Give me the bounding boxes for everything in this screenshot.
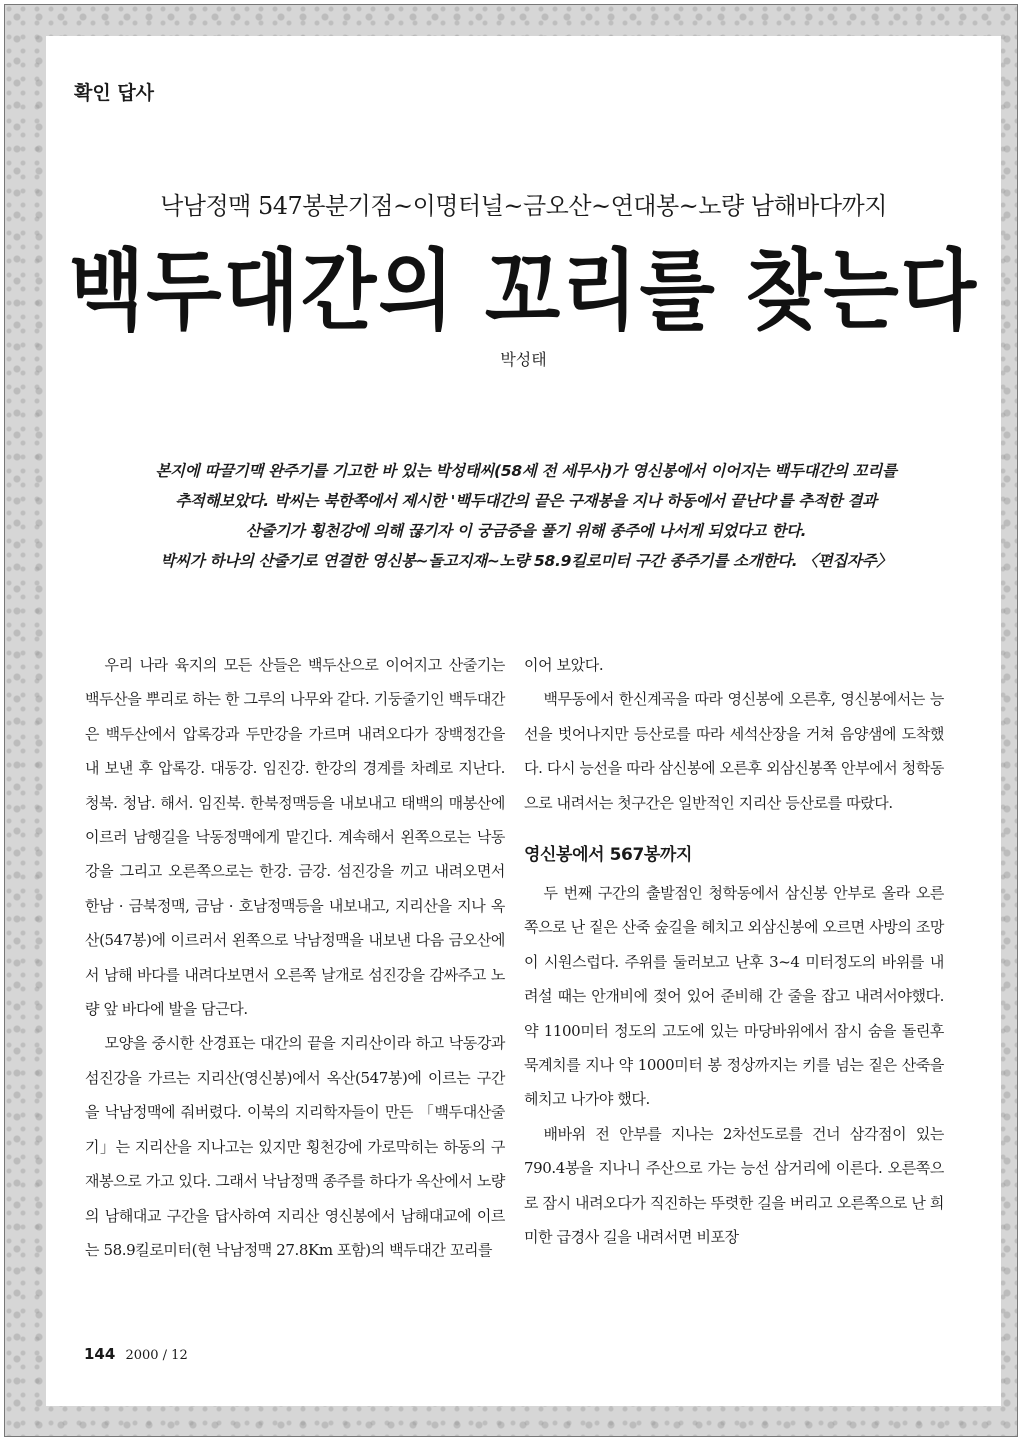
section-tag: 확인 답사: [74, 82, 155, 104]
body-paragraph: 모양을 중시한 산경표는 대간의 끝을 지리산이라 하고 낙동강과 섬진강을 가르는 지리산(영신봉)에서 옥산(547봉)에 이르는 구간을 낙남정맥에 줘버렸다. 이북의 지리학자들이 만든 「백두대산줄기」는 지리산을 지나고는 있지만 횡천강에 가로막히는 하동의 구재봉으로 가고 있다. 그래서 낙남정맥 종주를 하다가 옥산에서 노량의 남해대교 구간을 답사하여 지리산 영신봉에서 남해대교에 이르는 58.9킬로미터(현 낙남정맥 27.8Km 포함)의 백두대간 꼬리를: [85, 1034, 505, 1259]
page-number: 144: [84, 1345, 116, 1363]
intro-line: 추적해보았다. 박씨는 북한쪽에서 제시한 '백두대간의 끝은 구재봉을 지나 하동에서 끝난다'를 추적한 결과: [175, 492, 877, 510]
article-subtitle: 낙남정맥 547봉분기점~이명터널~금오산~연대봉~노량 남해바다까지: [160, 192, 887, 220]
body-paragraph: 두 번째 구간의 출발점인 청학동에서 삼신봉 안부로 올라 오른쪽으로 난 짙은 산죽 숲길을 헤치고 외삼신봉에 오르면 사방의 조망이 시원스럽다. 주위를 둘러보고 난후 3~4 미터정도의 바위를 내려설 때는 안개비에 젖어 있어 준비해 간 줄을 잡고 내려서야했다. 약 1100미터 정도의 고도에 있는 마당바위에서 잠시 숨을 돌린후 묵계치를 지나 약 1000미터 봉 정상까지는 키를 넘는 짙은 산죽을 헤치고 나가야 했다.: [524, 884, 944, 1109]
intro-line: 산줄기가 횡천강에 의해 끊기자 이 궁금증을 풀기 위해 종주에 나서게 되었다고 한다.: [245, 522, 807, 540]
author-byline: 박성태: [500, 350, 547, 369]
intro-line: 본지에 따끌기맥 완주기를 기고한 바 있는 박성태씨(58세 전 세무사)가 영신봉에서 이어지는 백두대간의 꼬리를: [155, 462, 897, 480]
issue-date: 2000 / 12: [125, 1348, 188, 1363]
body-paragraph: 우리 나라 육지의 모든 산들은 백두산으로 이어지고 산줄기는 백두산을 뿌리로 하는 한 그루의 나무와 같다. 기둥줄기인 백두대간은 백두산에서 압록강과 두만강을 가르며 내려오다가 장백정간을 내 보낸 후 압록강. 대동강. 임진강. 한강의 경계를 차례로 지난다. 청북. 청남. 해서. 임진북. 한북정맥등을 내보내고 태백의 매봉산에 이르러 남행길을 낙동정맥에게 맡긴다. 계속해서 왼쪽으로는 낙동강을 그리고 오른쪽으로는 한강. 금강. 섬진강을 끼고 내려오면서 한남 · 금북정맥, 금남 · 호남정맥등을 내보내고, 지리산을 지나 옥산(547봉)에 이르러서 왼쪽으로 낙남정맥을 내보낸 다음 금오산에서 남해 바다를 내려다보면서 오른쪽 날개로 섬진강을 감싸주고 노량 앞 바다에 발을 담근다.: [85, 656, 505, 1019]
body-paragraph: 백무동에서 한신계곡을 따라 영신봉에 오른후, 영신봉에서는 능선을 벗어나지만 등산로를 따라 세석산장을 거쳐 음양샘에 도착했다. 다시 능선을 따라 삼신봉에 오른후 외삼신봉쪽 안부에서 청학동으로 내려서는 첫구간은 일반적인 지리산 등산로를 따랐다.: [524, 690, 944, 812]
intro-line: 박씨가 하나의 산줄기로 연결한 영신봉~돌고지재~노량 58.9킬로미터 구간 종주기를 소개한다. 〈편집자주〉: [160, 552, 892, 570]
editor-intro: [96, 456, 956, 576]
body-paragraph-continued: 이어 보았다.: [524, 656, 604, 674]
right-column: [524, 648, 944, 1255]
article-title: 백두대간의 꼬리를 찾는다: [68, 241, 979, 343]
left-column: [85, 648, 505, 1267]
body-paragraph: 배바위 전 안부를 지나는 2차선도로를 건너 삼각점이 있는 790.4봉을 지나니 주산으로 가는 능선 삼거리에 이른다. 오른쪽으로 잠시 내려오다가 직진하는 뚜렷한 길을 버리고 오른쪽으로 난 희미한 급경사 길을 내려서면 비포장: [524, 1124, 944, 1247]
magazine-page: [46, 36, 1001, 1406]
page-footer: [84, 1345, 188, 1363]
section-heading: 영신봉에서 567봉까지: [524, 845, 692, 866]
